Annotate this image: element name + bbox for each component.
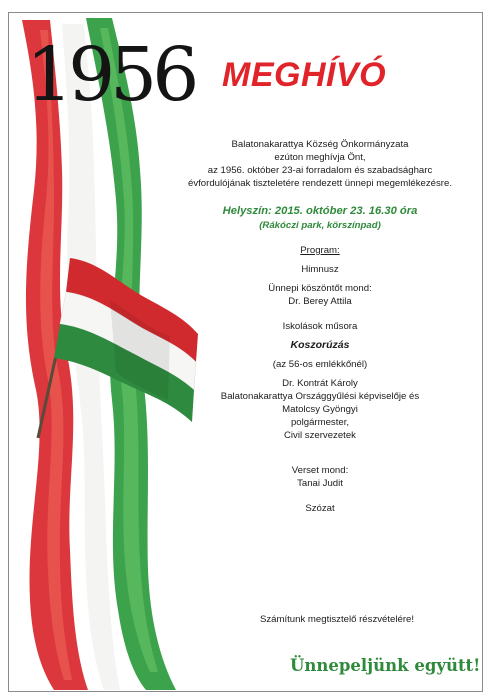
program-item-students: Iskolások műsora — [282, 321, 358, 332]
program-item-speech-speaker: Dr. Berey Attila — [288, 296, 352, 307]
program-item-wreath-line: polgármester, — [290, 417, 350, 428]
program-item-wreath-line: Civil szervezetek — [284, 430, 356, 441]
invitation-body — [188, 138, 452, 515]
program-item-szozat: Szózat — [305, 503, 335, 514]
program-item-speech-label: Ünnepi köszöntőt mond: — [268, 283, 372, 294]
program-item-wreath: Koszorúzás — [290, 339, 350, 351]
program-item-poem-speaker: Tanai Judit — [297, 478, 343, 489]
intro-line: az 1956. október 23-ai forradalom és szabadságharc — [207, 165, 433, 176]
program-item-wreath-line: Dr. Kontrát Károly — [282, 378, 358, 389]
closing-thanks: Számítunk megtisztelő részvételére! — [259, 614, 415, 625]
invitation-title: MEGHÍVÓ — [222, 56, 387, 94]
venue-line: Helyszín: 2015. október 23. 16.30 óra — [222, 205, 418, 217]
program-item-wreath-line: Matolcsy Gyöngyi — [282, 404, 358, 415]
program-item-poem-label: Verset mond: — [291, 465, 349, 476]
program-heading: Program: — [300, 245, 340, 256]
intro-line: évfordulójának tiszteletére rendezett ünnepi megemlékezésre. — [188, 178, 452, 189]
intro-line: Balatonakarattya Község Önkormányzata — [231, 139, 409, 150]
venue-place: (Rákóczi park, körszínpad) — [259, 220, 381, 231]
intro-line: ezúton meghívja Önt, — [274, 152, 366, 163]
program-item-anthem: Himnusz — [301, 264, 339, 275]
year-heading: 1956 — [26, 32, 195, 118]
closing-slogan: Ünnepeljünk együtt! — [290, 656, 481, 675]
program-item-wreath-place: (az 56-os emlékkőnél) — [272, 359, 368, 370]
program-item-wreath-line: Balatonakarattya Országgyűlési képviselője és — [220, 391, 420, 402]
